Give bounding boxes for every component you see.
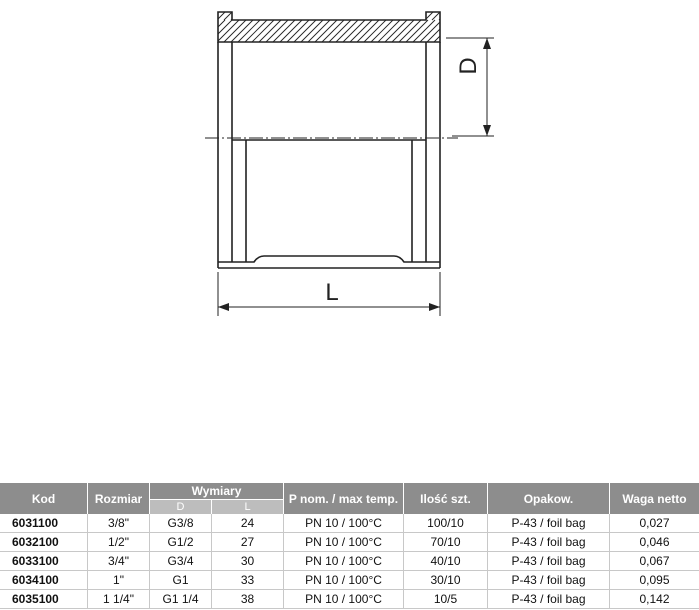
cell-opakow: P-43 / foil bag [488,590,610,609]
cell-l: 30 [212,552,284,571]
cell-opakow: P-43 / foil bag [488,571,610,590]
hatch-line [259,20,281,42]
hatch-line [378,20,400,42]
hatch-line [399,20,421,42]
hatch-line [266,20,288,42]
hatch-line [350,20,372,42]
cell-ilosc: 40/10 [404,552,488,571]
cell-kod: 6034100 [0,571,88,590]
hatch-line [392,20,414,42]
hatch-line [287,20,309,42]
header-p-nom: P nom. / max temp. [284,483,404,514]
header-d: D [150,499,212,514]
header-rozmiar: Rozmiar [88,483,150,514]
hatch-line [245,20,267,42]
section-hatching [218,12,440,42]
dimension-d-label: D [455,57,482,75]
hatch-line [218,20,225,27]
cell-kod: 6033100 [0,552,88,571]
hatch-line [427,29,440,42]
hatch-line [315,20,337,42]
cell-p: PN 10 / 100°C [284,514,404,533]
hatch-line [294,20,316,42]
cell-d: G3/4 [150,552,212,571]
hatch-line [322,20,344,42]
cell-kod: 6032100 [0,533,88,552]
cell-rozmiar: 3/4" [88,552,150,571]
hatch-line [238,20,260,42]
hatch-line [364,20,386,42]
cell-l: 27 [212,533,284,552]
hatch-line [218,12,225,19]
cell-kod: 6031100 [0,514,88,533]
cell-opakow: P-43 / foil bag [488,533,610,552]
header-waga: Waga netto [610,483,699,514]
cell-opakow: P-43 / foil bag [488,514,610,533]
cell-d: G1/2 [150,533,212,552]
cell-waga: 0,067 [610,552,699,571]
cell-d: G3/8 [150,514,212,533]
hatch-line [371,20,393,42]
cell-l: 24 [212,514,284,533]
cell-p: PN 10 / 100°C [284,533,404,552]
cell-d: G1 [150,571,212,590]
hatch-line [406,20,428,42]
hatch-line [329,20,351,42]
header-wymiary: Wymiary [150,483,284,499]
hatch-line [280,20,302,42]
hatch-line [357,20,379,42]
cell-p: PN 10 / 100°C [284,590,404,609]
cell-ilosc: 10/5 [404,590,488,609]
hatch-line [385,20,407,42]
cell-rozmiar: 1 1/4" [88,590,150,609]
fitting-outline [218,12,440,268]
cell-d: G1 1/4 [150,590,212,609]
cell-waga: 0,046 [610,533,699,552]
hatch-line [224,20,246,42]
cell-p: PN 10 / 100°C [284,571,404,590]
hatch-line [432,12,440,20]
cell-rozmiar: 3/8" [88,514,150,533]
hatch-line [343,20,365,42]
hatch-line [413,20,435,42]
header-kod: Kod [0,483,88,514]
dimension-d [446,38,494,136]
cell-p: PN 10 / 100°C [284,552,404,571]
header-l: L [212,499,284,514]
cell-kod: 6035100 [0,590,88,609]
cell-waga: 0,142 [610,590,699,609]
cell-l: 33 [212,571,284,590]
hatch-line [273,20,295,42]
cell-ilosc: 100/10 [404,514,488,533]
header-ilosc: Ilość szt. [404,483,488,514]
hatch-line [426,12,433,19]
hatch-line [224,12,232,20]
cell-l: 38 [212,590,284,609]
cell-waga: 0,027 [610,514,699,533]
header-opakow: Opakow. [488,483,610,514]
hatch-line [218,20,232,34]
hatch-line [231,20,253,42]
product-table [0,483,699,610]
cell-ilosc: 70/10 [404,533,488,552]
cell-rozmiar: 1" [88,571,150,590]
cell-ilosc: 30/10 [404,571,488,590]
hatch-line [252,20,274,42]
hatch-line [336,20,358,42]
cell-opakow: P-43 / foil bag [488,552,610,571]
hatch-line [301,20,323,42]
cell-waga: 0,095 [610,571,699,590]
dimension-l-label: L [325,279,339,306]
cell-rozmiar: 1/2" [88,533,150,552]
hatch-line [434,36,440,42]
hatch-line [308,20,330,42]
